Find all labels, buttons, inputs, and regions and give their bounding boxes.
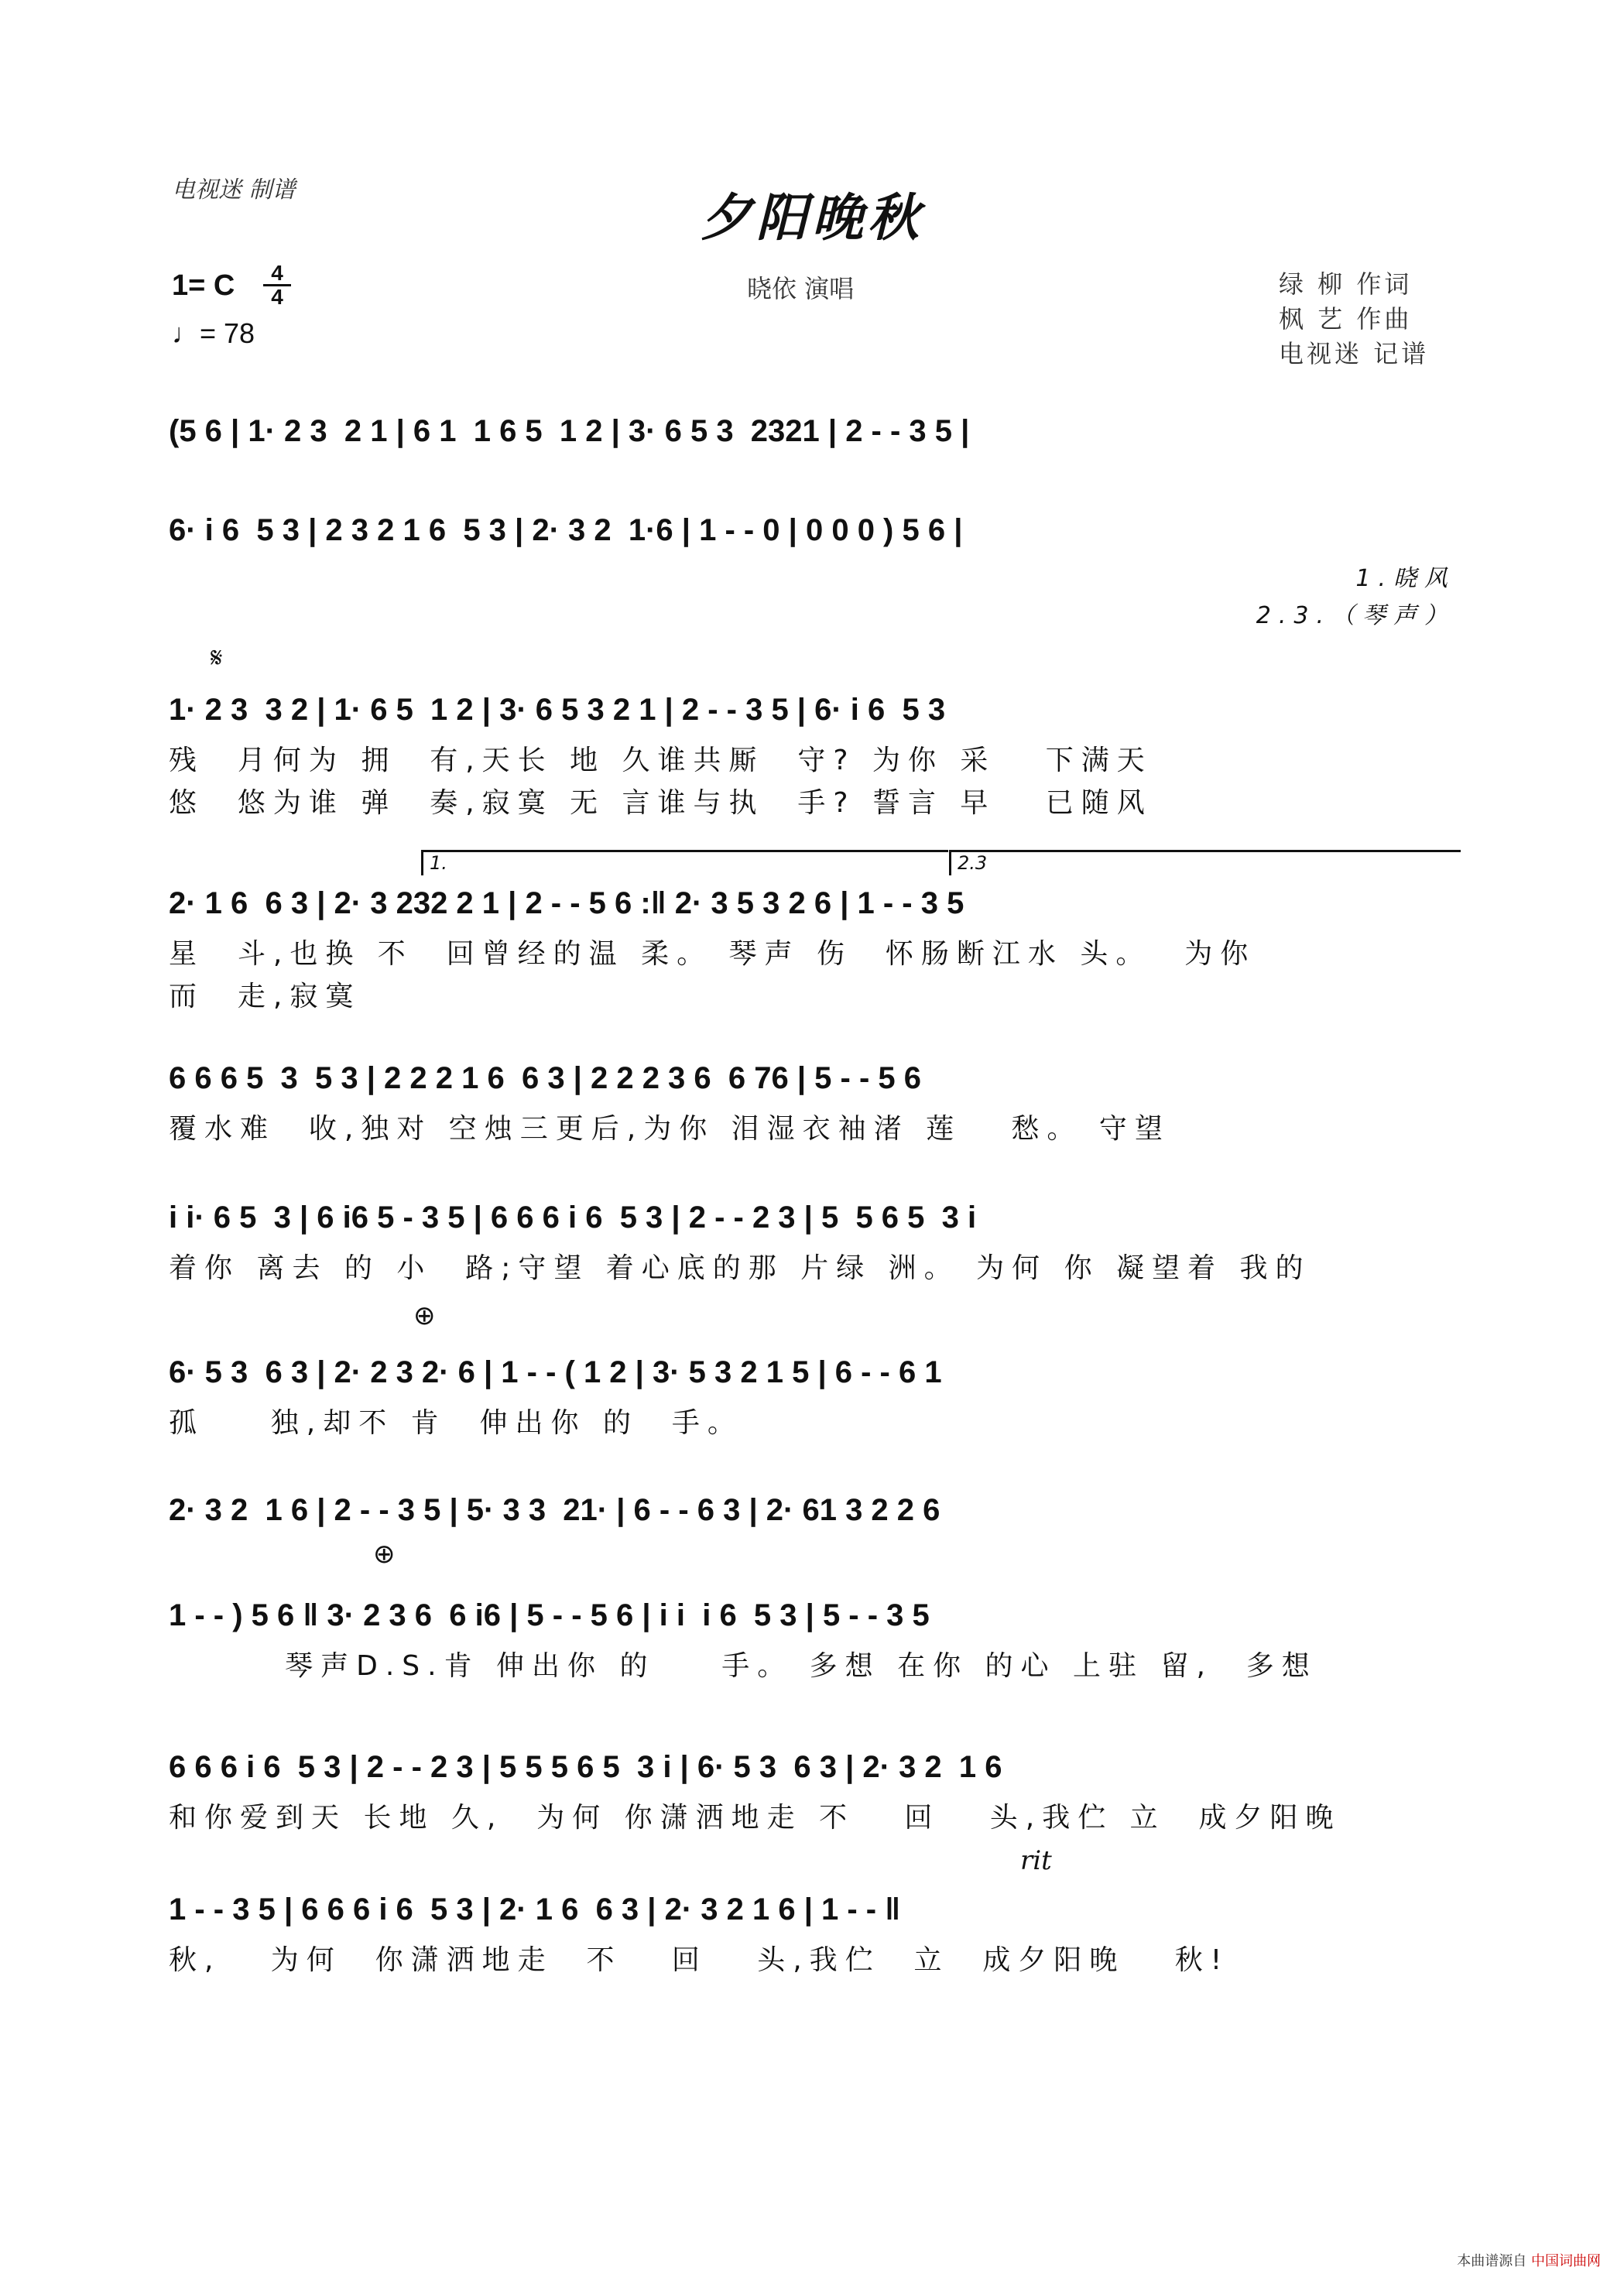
maker-credit: 电视迷 制谱 <box>172 176 296 204</box>
score-row-11 <box>169 1873 1455 1978</box>
notes-line: 6· i 6 5 3 | 2 3 2 1 6 5 3 | 2· 3 2 1·6 | 1 - - 0 | 0 0 0 ) 5 6 | <box>169 513 963 547</box>
volta-1: 1. <box>421 850 948 875</box>
lyricist: 绿 柳 作词 <box>1279 269 1413 299</box>
score-row-6 <box>169 1181 1455 1286</box>
lyric-line-1: 星 斗,也换 不 回曾经的温 柔。 琴声 伤 怀肠断江水 头。 为你 <box>169 938 1256 970</box>
score-row-8 <box>169 1474 1455 1528</box>
notes-line: 1 - - ) 5 6 ‖ 3· 2 3 6 6 i6 | 5 - - 5 6 | i i i 6 5 3 | 5 - - 3 5 <box>169 1598 930 1632</box>
score-row-3 <box>169 673 1455 820</box>
tempo-marking: ♩= 78 <box>172 317 255 349</box>
notes-line: i i· 6 5 3 | 6 i6 5 - 3 5 | 6 6 6 i 6 5 3 | 2 - - 2 3 | 5 5 6 5 3 i <box>169 1200 977 1235</box>
notes-line: 1· 2 3 3 2 | 1· 6 5 1 2 | 3· 6 5 3 2 1 | 2 - - 3 5 | 6· i 6 5 3 <box>169 693 946 727</box>
notes-line: (5 6 | 1· 2 3 2 1 | 6 1 1 6 5 1 2 | 3· 6 5 3 2321 | 2 - - 3 5 | <box>169 414 970 448</box>
notes-line: 6· 5 3 6 3 | 2· 2 3 2· 6 | 1 - - ( 1 2 | 3· 5 3 2 1 5 | 6 - - 6 1 <box>169 1355 942 1389</box>
score-row-9 <box>169 1579 1455 1683</box>
singer-credit: 晓依 演唱 <box>747 274 855 303</box>
notes-line: 2· 1 6 6 3 | 2· 3 232 2 1 | 2 - - 5 6 :‖ 2· 3 5 3 2 6 | 1 - - 3 5 <box>169 886 964 920</box>
lyric-line-1: 和你爱到天 长地 久, 为何 你潇洒地走 不 回 头,我伫 立 成夕阳晚 <box>169 1802 1341 1834</box>
notes-line: 2· 3 2 1 6 | 2 - - 3 5 | 5· 3 3 21· | 6 - - 6 3 | 2· 61 3 2 2 6 <box>169 1493 940 1527</box>
song-title: 夕阳晚秋 <box>701 187 923 248</box>
rit-marking: rit <box>1020 1845 1052 1876</box>
score-row-7 <box>169 1336 1455 1440</box>
lyric-line-1: 着你 离去 的 小 路;守望 着心底的那 片绿 洲。 为何 你 凝望着 我的 <box>169 1252 1311 1284</box>
transcriber: 电视迷 记谱 <box>1279 339 1430 368</box>
source-watermark <box>1457 2250 1601 2270</box>
score-row-4 <box>169 867 1455 1014</box>
authors-credits <box>1279 267 1429 372</box>
coda-mark-2: ⊕ <box>373 1539 396 1570</box>
lyric-line-2: 悠 悠为谁 弹 奏,寂寞 无 言谁与执 手? 誓言 早 已随风 <box>169 787 1153 819</box>
score-row-2 <box>169 494 1455 630</box>
score-row-1 <box>169 395 1455 449</box>
notes-line: 6 6 6 i 6 5 3 | 2 - - 2 3 | 5 5 5 6 5 3 i | 6· 5 3 6 3 | 2· 3 2 1 6 <box>169 1750 1002 1784</box>
segno-mark: 𝄋 <box>211 642 223 674</box>
verse-label-2: 2.3.（琴声） <box>1256 602 1455 629</box>
lyric-line-1: 残 月何为 拥 有,天长 地 久谁共厮 守? 为你 采 下满天 <box>169 745 1153 776</box>
lyric-line-1: 覆水难 收,独对 空烛三更后,为你 泪湿衣袖渚 莲 愁。 守望 <box>169 1113 1170 1145</box>
verse-label-1: 1.晓风 <box>1355 565 1455 592</box>
composer: 枫 艺 作曲 <box>1279 304 1413 334</box>
time-bottom: 4 <box>271 285 283 309</box>
time-top: 4 <box>271 261 283 285</box>
lyric-line-1: 孤 独,却不 肯 伸出你 的 手。 <box>169 1407 743 1439</box>
score-row-5 <box>169 1042 1455 1146</box>
lyric-line-2: 而 走,寂寞 <box>169 981 361 1012</box>
notes-line: 1 - - 3 5 | 6 6 6 i 6 5 3 | 2· 1 6 6 3 | 2· 3 2 1 6 | 1 - - ‖ <box>169 1892 901 1927</box>
score-row-10 <box>169 1731 1455 1835</box>
time-signature <box>263 263 291 307</box>
notes-line: 6 6 6 5 3 5 3 | 2 2 2 1 6 6 3 | 2 2 2 3 6 6 76 | 5 - - 5 6 <box>169 1061 921 1095</box>
volta-2: 2.3 <box>949 850 1461 875</box>
watermark-left: 本曲谱源自 <box>1457 2253 1527 2269</box>
watermark-site: 中国词曲网 <box>1531 2253 1601 2269</box>
lyric-line-1: 秋, 为何 你潇洒地走 不 回 头,我伫 立 成夕阳晚 秋! <box>169 1944 1230 1976</box>
key-signature: 1= C <box>172 269 235 302</box>
coda-mark-1: ⊕ <box>413 1300 436 1331</box>
lyric-line-1: 琴声D.S.肯 伸出你 的 手。 多想 在你 的心 上驻 留, 多想 <box>169 1650 1317 1682</box>
